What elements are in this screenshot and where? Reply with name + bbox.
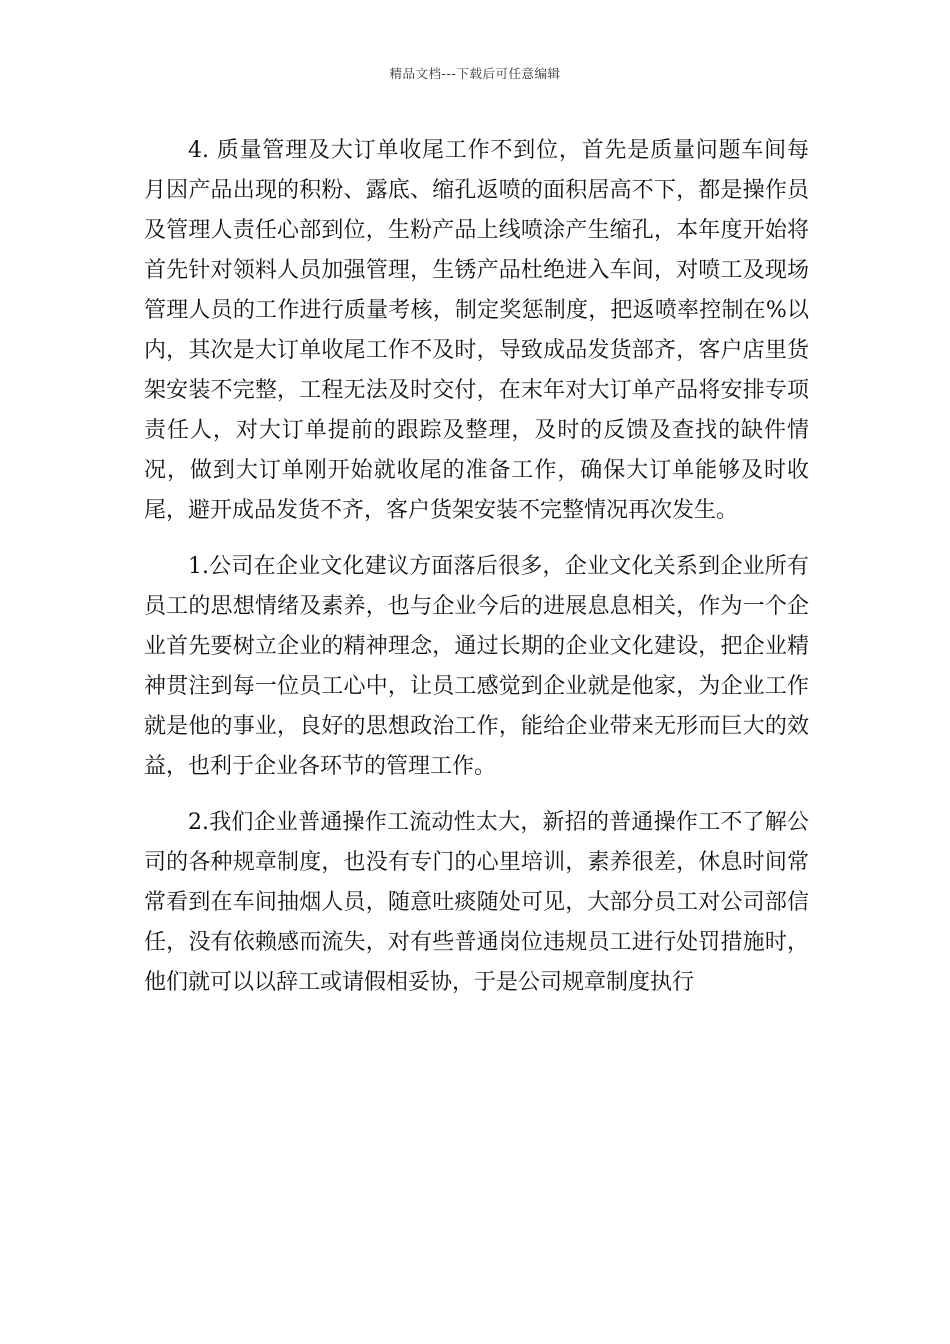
paragraph-quality-management: 4. 质量管理及大订单收尾工作不到位，首先是质量问题车间每月因产品出现的积粉、露底、缩孔返喷的面积居高不下，都是操作员及管理人责任心部到位，生粉产品上线喷涂产生缩孔，本年度开始将首先针对领料人员加强管理，生锈产品杜绝进入车间，对喷工及现场管理人员的工作进行质量考核，制定奖惩制度，把返喷率控制在%以内，其次是大订单收尾工作不及时，导致成品发货部齐，客户店里货架安装不完整，工程无法及时交付，在末年对大订单产品将安排专项责任人，对大订单提前的跟踪及整理，及时的反馈及查找的缺件情况，做到大订单刚开始就收尾的准备工作，确保大订单能够及时收尾，避开成品发货不齐，客户货架安装不完整情况再次发生。 [144,138,809,523]
page-header: 精品文档---下载后可任意编辑 [389,66,561,81]
document-body [144,131,809,1019]
paragraph-corporate-culture: 1.公司在企业文化建议方面落后很多，企业文化关系到企业所有员工的思想情绪及素养，也与企业今后的进展息息相关，作为一个企业首先要树立企业的精神理念，通过长期的企业文化建设，把企业精神贯注到每一位员工心中，让员工感觉到企业就是他家，为企业工作就是他的事业，良好的思想政治工作，能给企业带来无形而巨大的效益，也利于企业各环节的管理工作。 [144,554,809,779]
paragraph-worker-turnover: 2.我们企业普通操作工流动性太大，新招的普通操作工不了解公司的各种规章制度，也没有专门的心里培训，素养很差，休息时间常常看到在车间抽烟人员，随意吐痰随处可见，大部分员工对公司部信任，没有依赖感而流失，对有些普通岗位违规员工进行处罚措施时，他们就可以以辞工或请假相妥协，于是公司规章制度执行 [144,810,809,995]
